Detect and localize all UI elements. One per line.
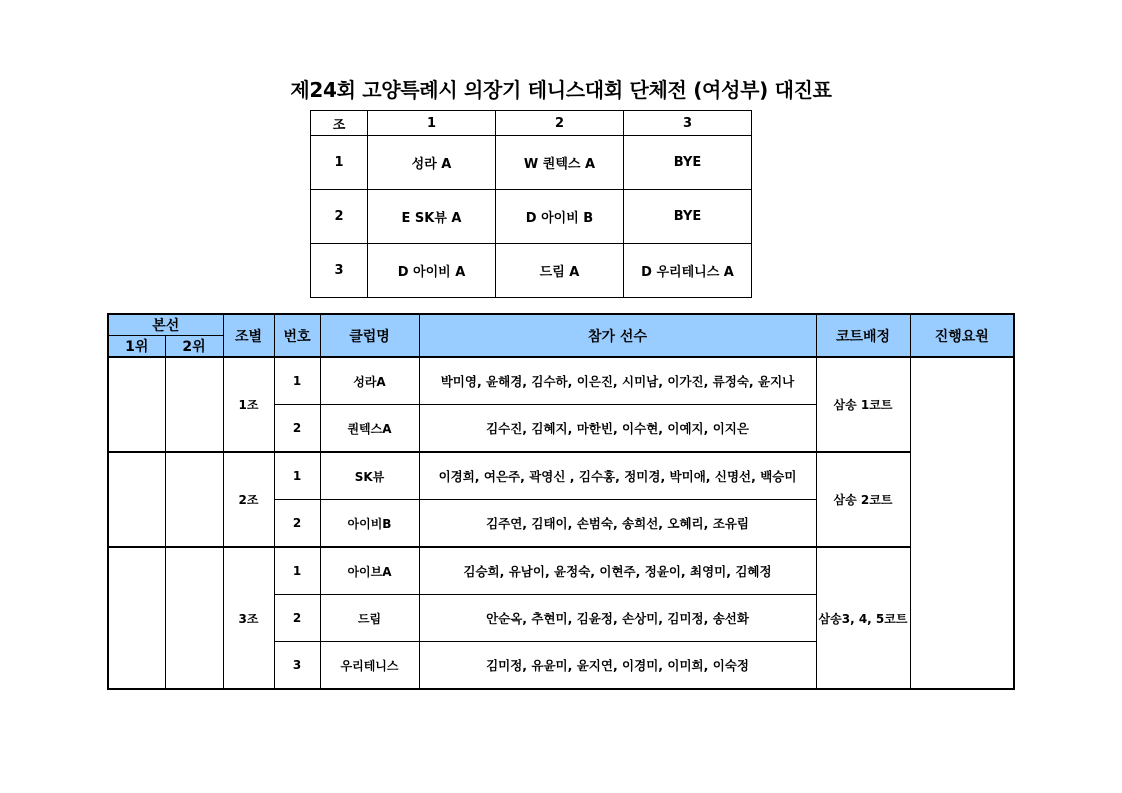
court-assignment: 삼송 2코트 xyxy=(816,452,910,547)
players-list: 김수진, 김혜지, 마한빈, 이수현, 이예지, 이지은 xyxy=(419,405,816,453)
header-cell: 3 xyxy=(624,111,752,136)
group-table-header xyxy=(311,111,752,136)
header-staff: 진행요원 xyxy=(910,314,1014,357)
team-cell: D 아이비 B xyxy=(496,190,624,244)
team-number: 1 xyxy=(274,452,320,500)
team-number: 1 xyxy=(274,547,320,595)
team-cell: E SK뷰 A xyxy=(368,190,496,244)
header-court: 코트배정 xyxy=(816,314,910,357)
court-assignment: 삼송3, 4, 5코트 xyxy=(816,547,910,689)
group-label: 1조 xyxy=(223,357,274,452)
header-group: 조별 xyxy=(223,314,274,357)
group-draw-table xyxy=(310,110,752,298)
club-name: 아이브A xyxy=(320,547,419,595)
team-number: 1 xyxy=(274,357,320,405)
players-list: 김승희, 유남이, 윤정숙, 이현주, 정윤이, 최영미, 김혜정 xyxy=(419,547,816,595)
staff-cell xyxy=(910,357,1014,689)
players-list: 박미영, 윤해경, 김수하, 이은진, 시미남, 이가진, 류정숙, 윤지나 xyxy=(419,357,816,405)
group-number: 3 xyxy=(311,244,368,298)
group-number: 2 xyxy=(311,190,368,244)
rank-2-cell xyxy=(165,547,223,689)
team-cell: BYE xyxy=(624,136,752,190)
rank-1-cell xyxy=(108,357,165,452)
team-cell: 드림 A xyxy=(496,244,624,298)
header-cell: 조 xyxy=(311,111,368,136)
table-row xyxy=(108,357,1014,405)
team-cell: D 우리테니스 A xyxy=(624,244,752,298)
header-rank-1: 1위 xyxy=(108,336,165,358)
table-row xyxy=(311,244,752,298)
group-number: 1 xyxy=(311,136,368,190)
header-cell: 1 xyxy=(368,111,496,136)
players-list: 김주연, 김태이, 손범숙, 송희선, 오혜리, 조유림 xyxy=(419,500,816,548)
players-list: 이경희, 여은주, 곽영신 , 김수홍, 정미경, 박미애, 신명선, 백승미 xyxy=(419,452,816,500)
header-cell: 2 xyxy=(496,111,624,136)
court-assignment: 삼송 1코트 xyxy=(816,357,910,452)
group-label: 2조 xyxy=(223,452,274,547)
team-cell: W 퀀텍스 A xyxy=(496,136,624,190)
rank-1-cell xyxy=(108,547,165,689)
team-cell: D 아이비 A xyxy=(368,244,496,298)
header-club: 클럽명 xyxy=(320,314,419,357)
players-list: 김미정, 유윤미, 윤지연, 이경미, 이미희, 이숙정 xyxy=(419,642,816,690)
header-rank-2: 2위 xyxy=(165,336,223,358)
table-row xyxy=(108,547,1014,595)
team-number: 2 xyxy=(274,500,320,548)
club-name: SK뷰 xyxy=(320,452,419,500)
rank-2-cell xyxy=(165,452,223,547)
header-players: 참가 선수 xyxy=(419,314,816,357)
team-number: 2 xyxy=(274,405,320,453)
team-number: 2 xyxy=(274,595,320,642)
club-name: 우리테니스 xyxy=(320,642,419,690)
club-name: 아이비B xyxy=(320,500,419,548)
club-name: 드림 xyxy=(320,595,419,642)
header-bonsun: 본선 xyxy=(108,314,223,336)
tournament-schedule-table xyxy=(107,313,1015,690)
team-cell: BYE xyxy=(624,190,752,244)
club-name: 퀀텍스A xyxy=(320,405,419,453)
header-number: 번호 xyxy=(274,314,320,357)
table-header-row xyxy=(108,314,1014,336)
table-row xyxy=(311,190,752,244)
table-row xyxy=(108,452,1014,500)
page-title: 제24회 고양특례시 의장기 테니스대회 단체전 (여성부) 대진표 xyxy=(290,78,832,102)
team-cell: 성라 A xyxy=(368,136,496,190)
club-name: 성라A xyxy=(320,357,419,405)
rank-1-cell xyxy=(108,452,165,547)
table-row xyxy=(311,136,752,190)
players-list: 안순옥, 추현미, 김윤정, 손상미, 김미정, 송선화 xyxy=(419,595,816,642)
group-label: 3조 xyxy=(223,547,274,689)
rank-2-cell xyxy=(165,357,223,452)
team-number: 3 xyxy=(274,642,320,690)
